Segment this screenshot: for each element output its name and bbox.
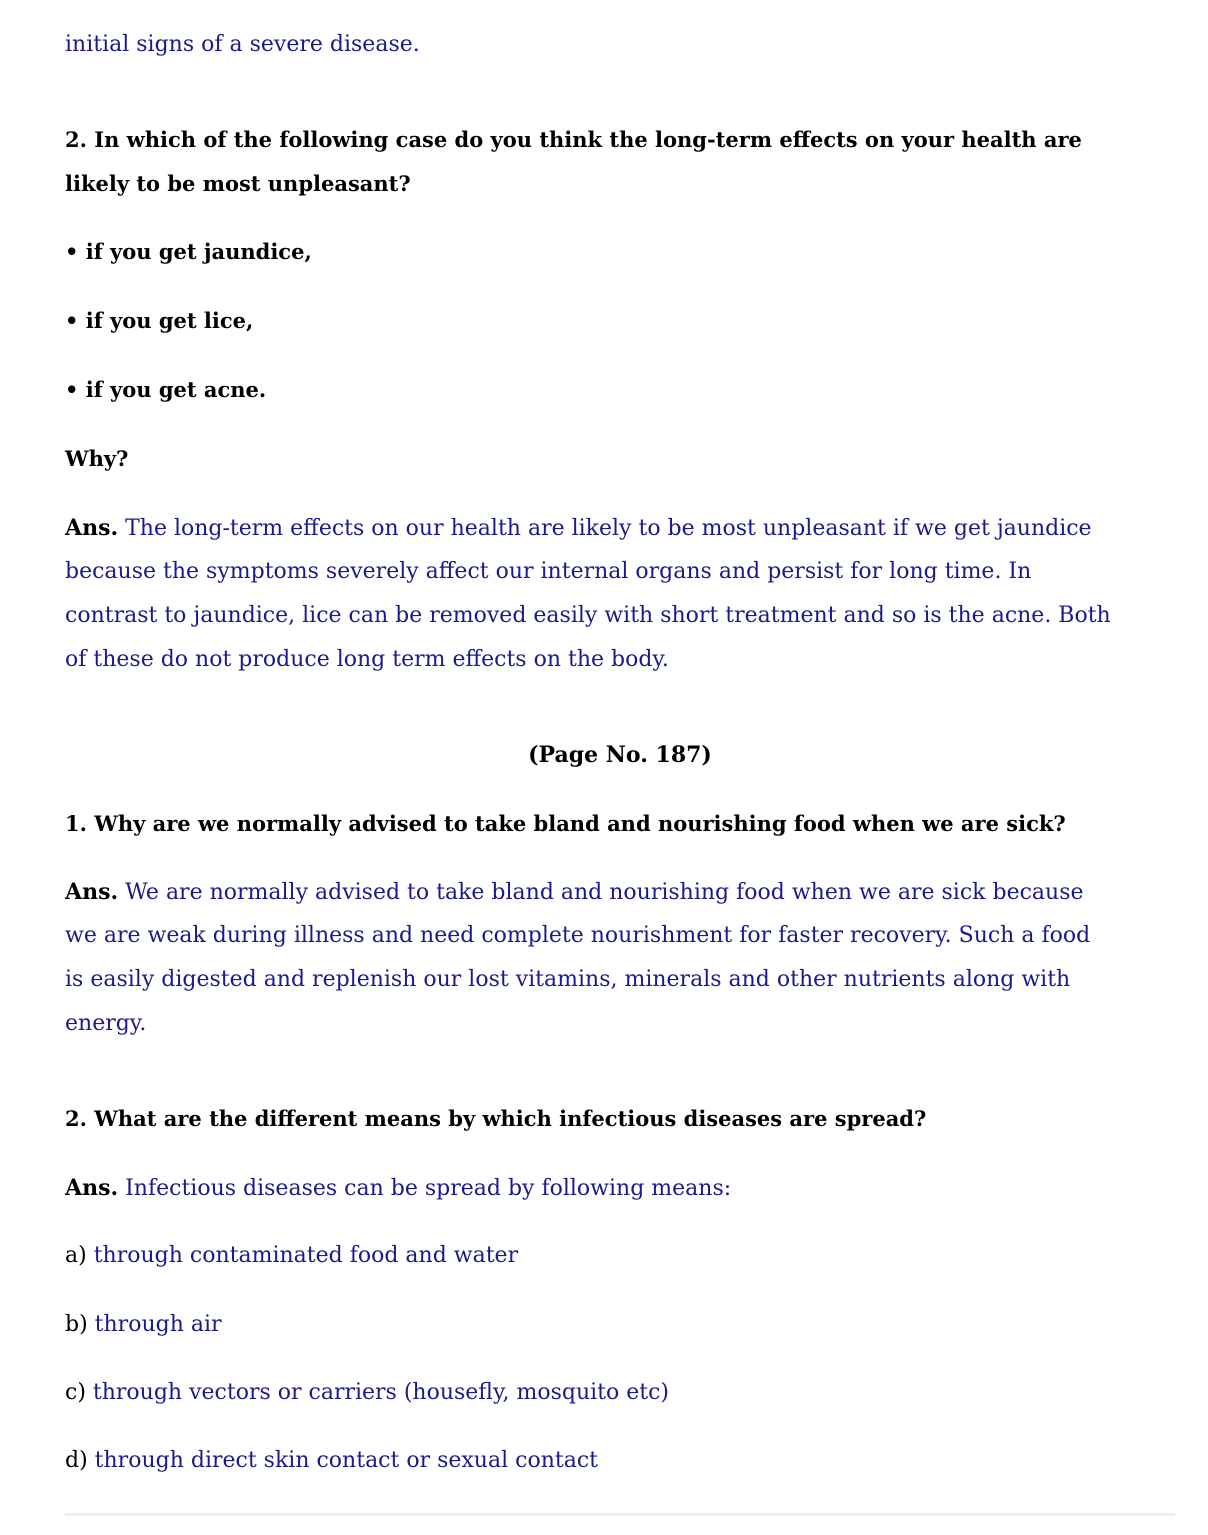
answer-2a-line-3: contrast to jaundice, lice can be removed easily with short treatment and so is the acne. Both xyxy=(65,603,1111,628)
option-acne: • if you get acne. xyxy=(65,377,267,402)
intro-line: initial signs of a severe disease. xyxy=(65,32,420,57)
why-label: Why? xyxy=(65,446,129,471)
option-jaundice: • if you get jaundice, xyxy=(65,239,312,264)
answer-text: Infectious diseases can be spread by following means: xyxy=(125,1176,732,1201)
answer-2a-line-4: of these do not produce long term effects on the body. xyxy=(65,647,669,672)
list-marker: a) xyxy=(65,1243,87,1268)
list-item-b xyxy=(65,1310,222,1340)
list-text: through contaminated food and water xyxy=(93,1243,519,1268)
question-number: 2. xyxy=(65,127,87,152)
list-text: through direct skin contact or sexual contact xyxy=(94,1448,598,1473)
option-lice: • if you get lice, xyxy=(65,308,254,333)
answer-text: We are normally advised to take bland and nourishing food when we are sick because xyxy=(125,880,1084,905)
question-text: What are the different means by which infectious diseases are spread? xyxy=(94,1106,927,1131)
answer-1-line-4: energy. xyxy=(65,1011,147,1036)
answer-text: The long-term effects on our health are likely to be most unpleasant if we get jaundice xyxy=(125,516,1092,541)
list-marker: c) xyxy=(65,1380,86,1405)
answer-1-line-2: we are weak during illness and need complete nourishment for faster recovery. Such a food xyxy=(65,923,1091,948)
question-number: 2. xyxy=(65,1106,87,1131)
answer-label: Ans. xyxy=(65,879,119,905)
question-2a-line-1 xyxy=(65,125,1082,155)
answer-1-line-1 xyxy=(65,877,1084,908)
list-marker: b) xyxy=(65,1312,88,1337)
answer-2a-line-2: because the symptoms severely affect our internal organs and persist for long time. In xyxy=(65,559,1032,584)
page-reference: (Page No. 187) xyxy=(528,742,712,768)
list-item-a xyxy=(65,1241,518,1271)
answer-2-intro xyxy=(65,1173,731,1204)
list-text: through air xyxy=(94,1312,222,1337)
question-text: Why are we normally advised to take bland and nourishing food when we are sick? xyxy=(94,811,1066,836)
list-item-c xyxy=(65,1378,669,1408)
answer-1-line-3: is easily digested and replenish our lost vitamins, minerals and other nutrients along with xyxy=(65,967,1071,992)
question-2a-line-2: likely to be most unpleasant? xyxy=(65,171,411,196)
question-number: 1. xyxy=(65,811,87,836)
bottom-divider xyxy=(65,1513,1175,1516)
question-1 xyxy=(65,809,1066,839)
list-item-d xyxy=(65,1446,598,1476)
list-marker: d) xyxy=(65,1448,88,1473)
answer-label: Ans. xyxy=(65,1175,119,1201)
answer-label: Ans. xyxy=(65,515,119,541)
question-2 xyxy=(65,1104,926,1134)
question-text: In which of the following case do you think the long-term effects on your health are xyxy=(94,127,1082,152)
answer-2a-line-1 xyxy=(65,513,1092,544)
list-text: through vectors or carriers (housefly, mosquito etc) xyxy=(92,1380,669,1405)
